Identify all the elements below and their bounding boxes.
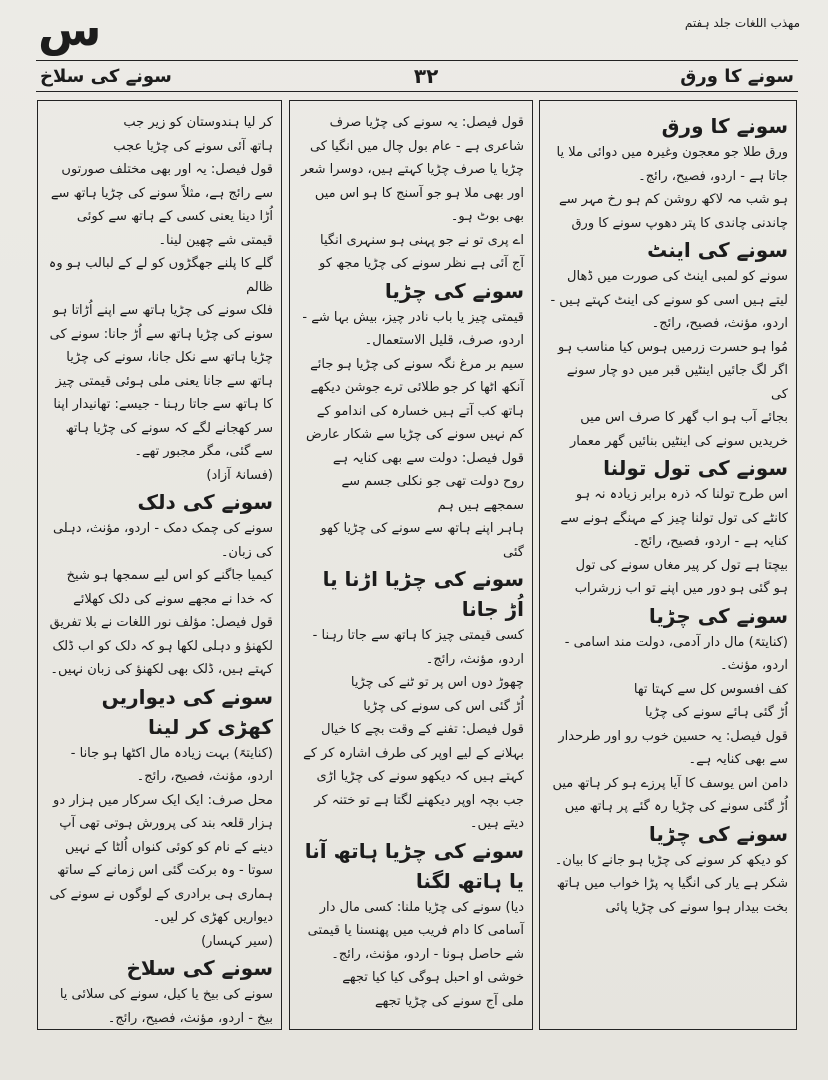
entry-text: ہاتھ کب آتے ہیں خسارہ کی اندامو کے [316,403,524,419]
entry-text: اُڑ گئی اس کی سونے کی چڑیا [363,698,524,714]
entry-headword: سونے کی دلک [137,490,273,514]
entry-text: سونے کی چمک دمک - اردو، مؤنث، دہلی کی زبان۔ [52,521,273,560]
page-header [36,60,798,92]
entry-headword: سونے کی تول تولنا [603,456,788,480]
entry-headword: سونے کی سلاخ [126,956,273,980]
entry-text: خریدیں سونے کی اینٹیں بنائیں گھر معمار [569,433,788,449]
column-left [37,100,282,1030]
entry-text: (کنایتہً) مال دار آدمی، دولت مند اسامی - اردو، مؤنث۔ [564,634,788,673]
entry-text: قول فیصل: یہ حسین خوب رو اور طرحدار سے بھی کنایہ ہے۔ [558,728,788,767]
entry-text: بخت بیدار ہوا سونے کی چڑیا پائی [605,899,788,915]
header-last-entry: سونے کی سلاخ [40,65,172,87]
entry-text: (سیر کہسار) [201,933,273,949]
entry-text: ملی آج سونے کی چڑیا تجھے [374,993,524,1009]
entry-headword: سونے کی چڑیا [648,821,788,846]
entry-text: اُڑ گئی سونے کی چڑیا رہ گئے پر ہاتھ میں [564,799,788,814]
entry-text: قیمتی چیز یا باب نادر چیز، بیش بہا شے - اردو، صرف، قلیل الاستعمال۔ [302,309,524,348]
entry-text: سونے کو لمبی اینٹ کی صورت میں ڈھال لیتے ہیں اسی کو سونے کی اینٹ کہتے ہیں - اردو، مؤنث، فصیح، رائج۔ [550,269,788,331]
entry-text: کر لیا ہندوستان کو زیر جب [123,115,273,130]
entry-text: مُوا ہو حسرت زرمیں ہوس کیا مناسب ہو [557,339,788,355]
entry-text: کہ خدا نے مجھے سونے کی دلک کھلائے [73,591,273,607]
entry-text: اُڑ گئی ہائے سونے کی چڑیا [645,705,788,720]
entry-text: آج آئی ہے نظر سونے کی چڑیا مجھ کو [319,256,524,271]
column-right [539,100,797,1030]
series-title: مهذب اللغات جلد ہفتم [684,16,800,30]
entry-text: چاندنی چاندی کا پتر دھوپ سونے کا ورق [571,215,788,231]
page-number: ۳۲ [413,64,439,88]
entry-text: فلک سونے کی چڑیا ہاتھ سے اپنے اُڑاتا ہو [53,303,273,318]
entry-text: بجائے آب ہو اب گھر کا صرف اس میں [580,410,788,425]
entry-text: سونے کی بیخ یا کیل، سونے کی سلائی یا بیخ - اردو، مؤنث، فصیح، رائج۔ [59,987,273,1026]
entry-headword: سونے کا ورق [661,114,788,138]
entry-text: اے پری تو نے جو پہنی ہو سنہری انگیا [320,232,524,248]
entry-text: بیچتا ہے تول کر پیر مغاں سونے کی تول [575,557,788,573]
entry-text: گلے کا پلنے جھگڑوں کو لے کے لبالب ہو وہ ظالم [48,256,273,295]
entry-text: ہاہر اپنے ہاتھ سے سونے کی چڑیا کھو گئی [320,521,524,560]
entry-text: اگر لگ جائیں اینٹیں قبر میں دو چار سونے کی [566,363,788,402]
entry-text: خوشی او احبل ہوگی کیا کیا تجھے [342,970,524,985]
header-first-entry: سونے کا ورق [680,65,794,87]
entry-text: ہو گئی ہو دور میں اپنے تو اب زرشراب [574,581,788,596]
entry-text: ہاتھ آئی سونے کی چڑیا عجب [113,138,273,154]
entry-headword: سونے کی چڑیا [648,603,788,628]
entry-text: ہو شب مہ لاکھ روشن کم ہو رخ مہر سے [558,192,788,207]
entry-headword: سونے کی چڑیا اڑنا یا اُڑ جانا [322,567,524,621]
entry-text: قول فیصل: تفنے کے وقت بچے کا خیال بہلانے کے لیے اوپر کی طرف اشارہ کر کے کہتے ہیں کہ دیکھو سونے کی چڑیا اڑی جب بچہ اوپر دیکھنے لگتا ہے تو ختنہ کر دیتے ہیں۔ [303,722,524,831]
entry-text: سونے کی چڑیا ہاتھ سے اُڑ جانا: سونے کی چڑیا ہاتھ سے نکل جانا، سونے کی چڑیا ہاتھ سے جانا یعنی ملی ہوئی قیمتی چیز کا ہاتھ سے جاتا رہنا - جیسے: تھانیدار اپنا سر کھجانے لگے کہ سونے کی چڑیا ہاتھ سے گئی، مگر مجبور تھے۔ [49,326,273,459]
entry-headword: سونے کی چڑیا [384,278,524,303]
entry-headword: سونے کی دیواریں کھڑی کر لینا [101,684,273,739]
entry-text: اس طرح تولنا کہ ذرہ برابر زیادہ نہ ہو کانٹے کی تول تولنا چیز کے مہنگے ہونے سے کنایہ ہے - اردو، فصیح، رائج۔ [560,487,788,549]
column-middle [289,100,533,1030]
entry-text: قول فیصل: یہ اور بھی مختلف صورتوں سے رائج ہے، مثلاً سونے کی چڑیا ہاتھ سے اُڑا دینا یعنی کسی کے ہاتھ سے کوئی قیمتی شے چھین لینا۔ [50,162,273,248]
entry-text: کیمیا جاگنے کو اس لیے سمجھا ہو شیخ [66,568,273,583]
entry-text: کم نہیں سونے کی چڑیا سے شکار عارض [305,427,524,442]
entry-text: سیم بر مرغ نگہ سونے کی چڑیا ہو جائے [310,356,524,372]
entry-text: محل صرف: ایک ایک سرکار میں ہزار دو ہزار قلعہ بند کی پرورش ہوتی تھی آپ دینے کے نام کو کوئی کنواں اُلٹا کے نہیں سوتا - وہ برکت گئی اس زمانے کے ساتھ ہماری ہی برادری کے لوگوں نے سونے کی دیواریں کھڑی کر لیں۔ [49,792,273,925]
entry-text: کف افسوس کل سے کہتا تھا [633,681,788,697]
entry-text: چھوڑ دوں اس پر تو ٹنے کی چڑیا [350,675,524,690]
entry-headword: سونے کی اینٹ [647,238,788,262]
entry-text: شکر ہے یار کی انگیا پہ پڑا خواب میں ہاتھ [556,876,788,891]
entry-text: (کنایتہً) بہت زیادہ مال اکٹھا ہو جانا - اردو، مؤنث، فصیح، رائج۔ [70,745,273,784]
entry-text: ورق طلا جو معجون وغیرہ میں دوائی ملا یا جاتا ہے - اردو، فصیح، رائج۔ [556,145,788,184]
entry-headword: سونے کی چڑیا ہاتھ آنا یا ہاتھ لگنا [304,838,524,893]
entry-text: کو دیکھ کر سونے کی چڑیا ہو جانے کا بیان۔ [554,852,788,868]
entry-text: کسی قیمتی چیز کا ہاتھ سے جاتا رہنا - اردو، مؤنث، رائج۔ [312,628,524,667]
entry-text: قول فیصل: دولت سے بھی کنایہ ہے [332,450,524,466]
entry-text: قول فیصل: یہ سونے کی چڑیا صرف شاعری ہے - عام بول چال میں انگیا کی چڑیا یا صرف چڑیا کہتے ہیں، دوسرا شعر اور بھی ملا ہو جو آسنج کا ہو اس میں بھی بوٹ ہو۔ [301,115,524,224]
entry-text: دامن اس یوسف کا آیا پرزے ہو کر ہاتھ میں [552,775,788,791]
section-letter: س [38,2,102,56]
entry-text: روح دولت تھی جو نکلی جسم سے سمجھے ہیں ہم [341,474,524,513]
entry-text: قول فیصل: مؤلف نور اللغات نے بلا تفریق لکھنؤ و دہلی لکھا ہو کہ دلک کو اب ڈلک کہتے ہیں، ڈلک بھی لکھنؤ کی زبان نہیں۔ [49,615,273,677]
entry-text: آنکھ اٹھا کر جو طلائی ترے جوشن دیکھے [310,380,524,395]
entry-text: (فسانۂ آزاد) [206,467,273,483]
entry-text: دیا) سونے کی چڑیا ملنا: کسی مال دار آسامی کا دام فریب میں پھنسنا یا قیمتی شے حاصل ہونا - اردو، مؤنث، رائج۔ [307,899,524,962]
